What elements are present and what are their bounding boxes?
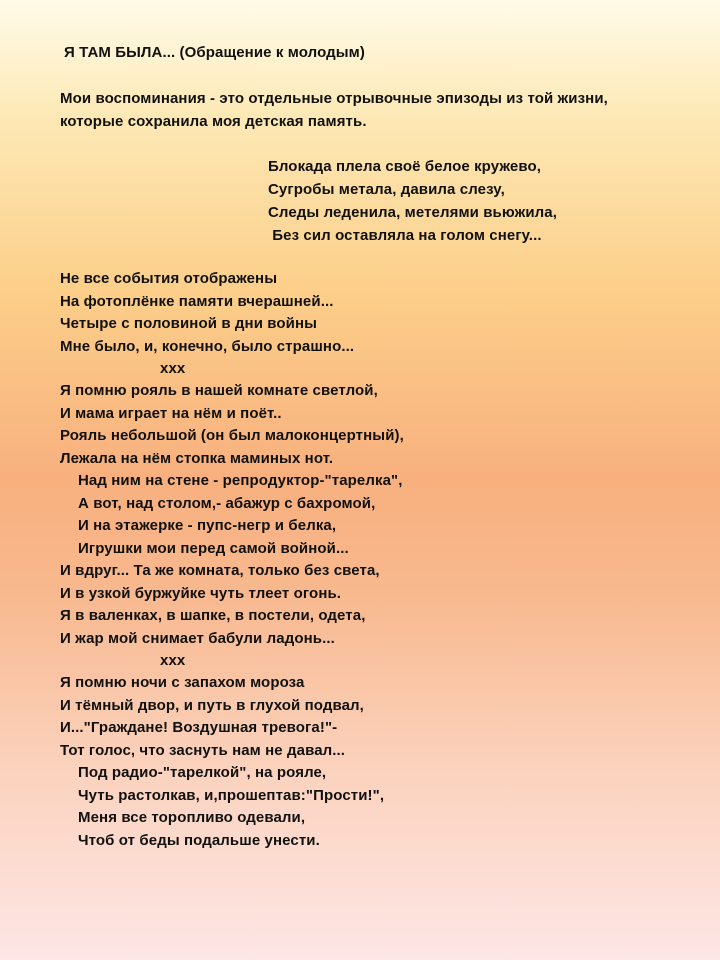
poem-line: И на этажерке - пупс-негр и белка, [78,517,337,534]
poem-line: И..."Граждане! Воздушная тревога!"- [60,719,338,736]
stanza-separator: ххх [160,652,186,669]
poem-line: Рояль небольшой (он был малоконцертный), [60,427,404,444]
intro-line: которые сохранила моя детская память. [60,113,367,130]
poem-line: И вдруг... Та же комната, только без света, [60,562,380,579]
poem-line: Я в валенках, в шапке, в постели, одета, [60,607,366,624]
poem-line: И тёмный двор, и путь в глухой подвал, [60,697,364,714]
poem-line: Мне было, и, конечно, было страшно... [60,338,355,355]
poem-line: Лежала на нём стопка маминых нот. [60,450,334,467]
poem-line: И жар мой снимает бабули ладонь... [60,630,335,647]
epigraph-line: Блокада плела своё белое кружево, [268,158,542,175]
poem-line: Я помню ночи с запахом мороза [60,674,305,691]
poem-line: И мама играет на нём и поёт.. [60,405,282,422]
poem-line: Я помню рояль в нашей комнате светлой, [60,382,378,399]
page-title: Я ТАМ БЫЛА... (Обращение к молодым) [64,44,365,61]
intro-line: Мои воспоминания - это отдельные отрывочные эпизоды из той жизни, [60,90,608,107]
poem-line: Меня все торопливо одевали, [78,809,306,826]
poem-line: И в узкой буржуйке чуть тлеет огонь. [60,585,342,602]
poem-line: Не все события отображены [60,270,278,287]
poem-line: Игрушки мои перед самой войной... [78,540,349,557]
poem-line: Над ним на стене - репродуктор-"тарелка", [78,472,403,489]
epigraph-line: Без сил оставляла на голом снегу... [268,227,542,244]
poem-line: А вот, над столом,- абажур с бахромой, [78,495,376,512]
stanza-separator: ххх [160,360,186,377]
poem-line: Чтоб от беды подальше унести. [78,832,320,849]
poem-line: Под радио-"тарелкой", на рояле, [78,764,327,781]
poem-line: Чуть растолкав, и,прошептав:"Прости!", [78,787,385,804]
poem-line: Четыре с половиной в дни войны [60,315,318,332]
epigraph-line: Сугробы метала, давила слезу, [268,181,505,198]
poem-line: На фотоплёнке памяти вчерашней... [60,293,334,310]
poem-line: Тот голос, что заснуть нам не давал... [60,742,346,759]
epigraph-line: Следы леденила, метелями вьюжила, [268,204,557,221]
